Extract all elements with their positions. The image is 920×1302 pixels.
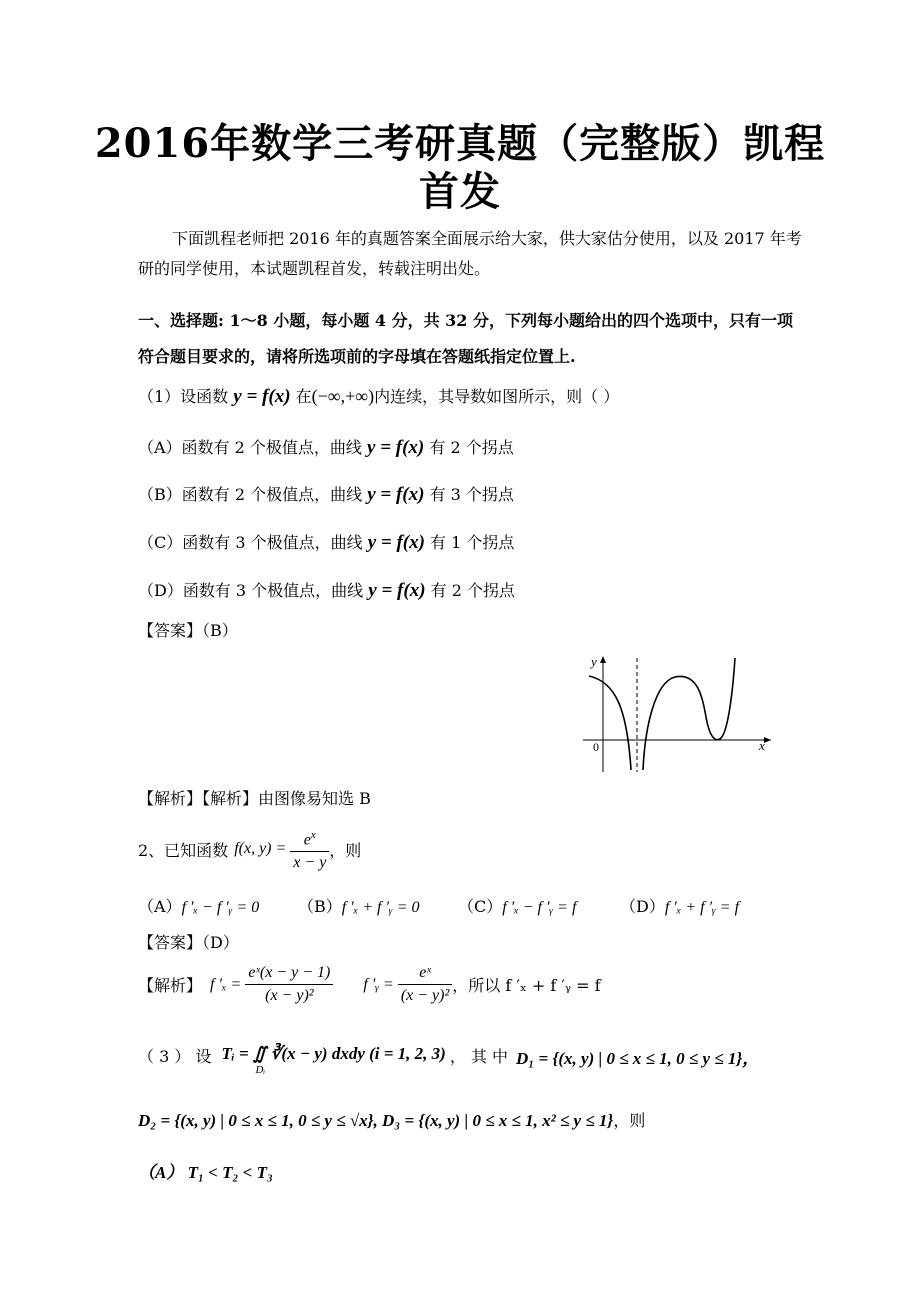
q1-option-a-tail: 有 2 个拐点: [429, 438, 514, 457]
q3-D2-D3-line: [138, 1108, 645, 1131]
q1-analysis: 【解析】【解析】由图像易知选 B: [138, 789, 371, 808]
q2-option-c-label: （C）: [458, 897, 503, 916]
q2-option-b-expr: f ′ₓ + f ′ᵧ = 0: [341, 899, 420, 916]
q3-T-expr: Tᵢ = ∬ ∛(x − y) dxdy (i = 1, 2, 3): [221, 1044, 446, 1063]
q2-stem-prefix: 2、已知函数: [138, 840, 229, 860]
q1-answer: 【答案】（B）: [138, 621, 238, 640]
q1-stem-prefix: （1）设函数: [138, 387, 229, 406]
question-2-stem: [138, 824, 361, 874]
q1-option-c-label: （C）函数有 3 个极值点，曲线: [138, 533, 363, 552]
section-heading-line2: 符合题目要求的，请将所选项前的字母填在答题纸指定位置上.: [138, 347, 576, 366]
q3-then: ，则: [613, 1111, 646, 1130]
q1-option-d: [138, 578, 515, 602]
q1-option-b-func: y = f(x): [367, 484, 425, 505]
y-axis-label: y: [591, 654, 597, 669]
q2-option-a-expr: f ′ₓ − f ′ᵧ = 0: [181, 899, 260, 916]
q1-option-c: [138, 530, 514, 554]
q2-fx-num: eˣ(x − y − 1): [245, 962, 333, 985]
q1-option-b: [138, 482, 514, 506]
x-axis-label: x: [759, 738, 765, 753]
q3-mid: ， 其 中: [449, 1047, 509, 1066]
question-1-stem: [138, 384, 619, 408]
q2-option-b-label: （B）: [298, 897, 342, 916]
q2-fx-den: (x − y)²: [265, 987, 314, 1004]
q1-stem-suffix: 内连续，其导数如图所示，则（ ）: [374, 387, 620, 406]
q3-prefix: （ 3 ） 设: [138, 1047, 212, 1066]
q3-option-a-expr: （A） T₁ < T₂ < T₃: [138, 1163, 273, 1182]
q2-option-b: [298, 894, 419, 917]
q3-integral: [221, 1044, 445, 1076]
page-title-line2: 首发: [419, 168, 501, 215]
q2-analysis-label: 【解析】: [138, 976, 203, 995]
q2-num-sup: x: [310, 829, 316, 841]
intro-line1: 下面凯程老师把 2016 年的真题答案全面展示给大家，供大家估分使用，以及 2017 年考: [172, 229, 802, 248]
q1-option-d-func: y = f(x): [368, 580, 426, 601]
question-3-stem: [138, 1044, 759, 1076]
q2-fy-lhs: f ′ᵧ =: [363, 975, 394, 993]
q1-option-c-func: y = f(x): [367, 532, 425, 553]
q2-option-c-expr: f ′ₓ − f ′ᵧ = f: [502, 899, 577, 916]
q2-fy-fraction: [398, 962, 452, 1007]
origin-label: 0: [593, 740, 599, 754]
q3-option-a: [138, 1158, 273, 1183]
q2-fx-fraction: [245, 962, 333, 1007]
q2-answer: 【答案】（D）: [138, 933, 239, 952]
q2-num: e: [303, 831, 311, 849]
x-axis-arrow: [764, 737, 771, 743]
q2-stem-suffix: ，则: [329, 840, 362, 860]
q2-conclusion: ，所以 f ′ₓ + f ′ᵧ = f: [452, 976, 601, 995]
q2-fy-den: (x − y)²: [400, 987, 450, 1004]
q3-D2-D3: D₂ = {(x, y) | 0 ≤ x ≤ 1, 0 ≤ y ≤ √x}, D₃ = {(x, y) | 0 ≤ x ≤ 1, x² ≤ y ≤ 1}: [138, 1111, 614, 1130]
q2-option-a: [138, 894, 259, 917]
q1-stem-interval: (−∞,+∞): [311, 386, 375, 406]
q1-option-b-label: （B）函数有 2 个极值点，曲线: [138, 485, 363, 504]
q1-derivative-graph: [575, 652, 775, 777]
q2-option-d-expr: f ′ₓ + f ′ᵧ = f: [664, 899, 740, 916]
q2-fx-lhs: f ′ₓ =: [210, 975, 242, 993]
q2-option-d: [620, 894, 739, 917]
page-title: 2016年数学三考研真题（完整版）凯程: [94, 120, 826, 167]
q1-stem-mid: 在: [295, 387, 312, 406]
y-axis-arrow: [600, 656, 606, 663]
q1-stem-func: y = f(x): [233, 386, 291, 407]
q2-fraction: [290, 824, 329, 874]
q1-option-a: [138, 435, 514, 459]
q1-option-a-label: （A）函数有 2 个极值点，曲线: [138, 438, 362, 457]
curve-right-branch: [643, 658, 735, 770]
q2-option-c: [458, 894, 576, 917]
q2-den: x − y: [293, 854, 327, 872]
q1-option-c-tail: 有 1 个拐点: [430, 533, 515, 552]
section-heading-line1: 一、选择题: 1～8 小题，每小题 4 分，共 32 分，下列每小题给出的四个选项中，只有一项: [138, 311, 793, 330]
q1-option-d-tail: 有 2 个拐点: [430, 581, 515, 600]
q1-option-a-func: y = f(x): [367, 437, 425, 458]
q2-func: f(x, y) =: [234, 840, 287, 858]
intro-line2: 研的同学使用，本试题凯程首发，转载注明出处。: [138, 259, 491, 278]
q2-analysis: [138, 962, 601, 1007]
q2-option-a-label: （A）: [138, 897, 182, 916]
q3-domain-sub: Dᵢ: [255, 1064, 266, 1076]
q2-fy-num: eˣ: [398, 962, 452, 985]
q1-option-b-tail: 有 3 个拐点: [429, 485, 514, 504]
q2-option-d-label: （D）: [620, 897, 665, 916]
q3-D1: D₁ = {(x, y) | 0 ≤ x ≤ 1, 0 ≤ y ≤ 1}，: [516, 1049, 760, 1068]
curve-left-branch: [589, 676, 631, 770]
q1-option-d-label: （D）函数有 3 个极值点，曲线: [138, 581, 364, 600]
